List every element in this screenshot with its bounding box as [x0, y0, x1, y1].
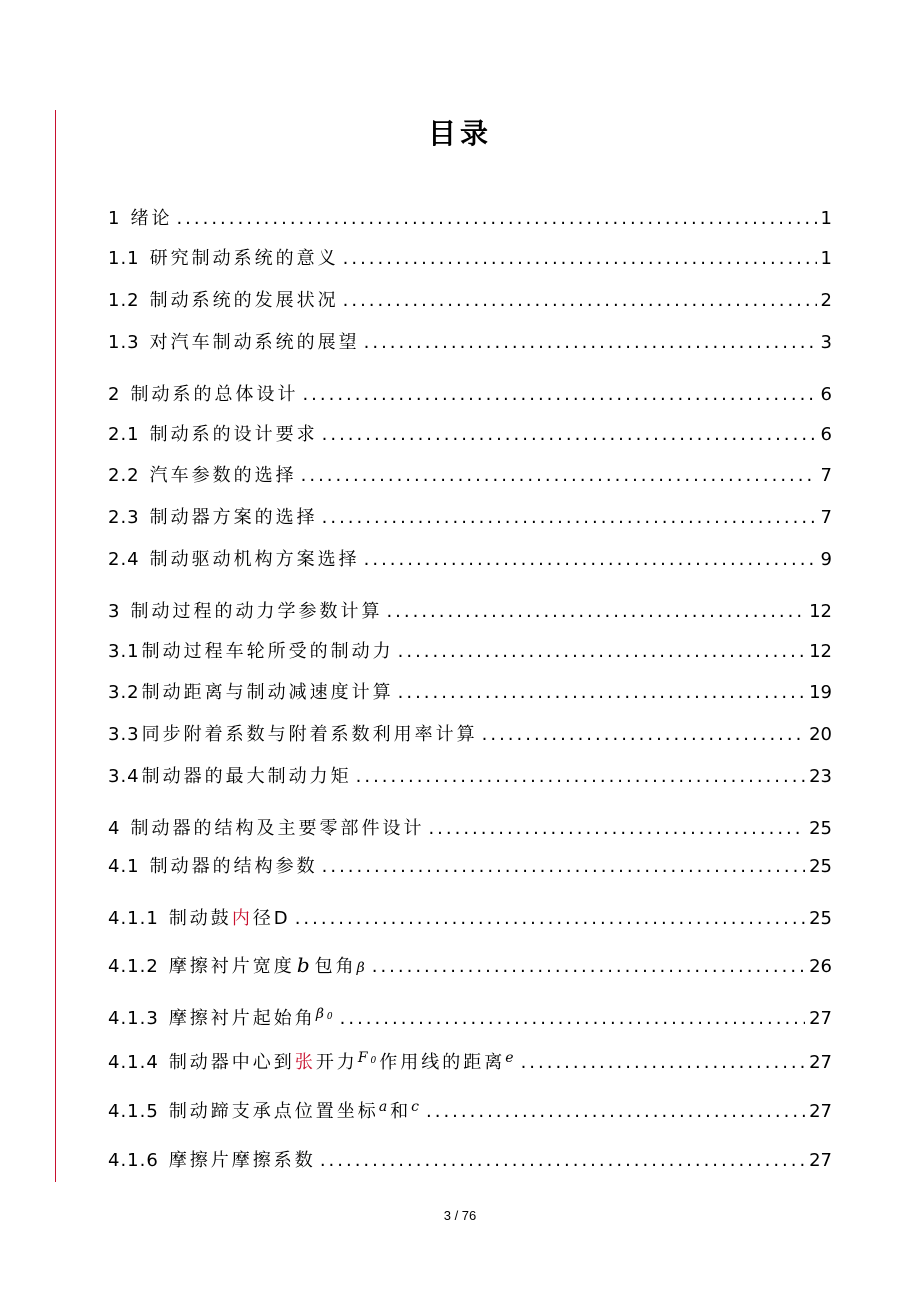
toc-entry[interactable]	[108, 461, 832, 487]
toc-number: 3.2	[108, 682, 140, 703]
toc-leader	[322, 424, 817, 445]
toc-leader	[340, 1008, 805, 1029]
toc-leader	[482, 724, 805, 745]
toc-entry[interactable]	[108, 1097, 832, 1123]
toc-title: 制动系的设计要求	[149, 424, 318, 445]
toc-title: 制动距离与制动减速度计算	[141, 682, 394, 703]
toc-page-number: 25	[809, 856, 832, 877]
toc-number: 1	[108, 208, 121, 229]
toc-page-number: 27	[809, 1008, 832, 1029]
toc-title	[169, 904, 291, 930]
toc-title: 制动系统的发展状况	[149, 290, 339, 311]
toc-number: 2	[108, 384, 121, 405]
toc-title-text: 制动鼓	[168, 908, 232, 929]
toc-title: 制动过程的动力学参数计算	[130, 601, 383, 622]
toc-title-text: 摩擦衬片宽度	[168, 956, 295, 977]
toc-title: 制动器方案的选择	[149, 507, 318, 528]
toc-number: 4.1	[108, 856, 140, 877]
toc-entry[interactable]	[108, 420, 832, 446]
toc-entry[interactable]	[108, 852, 832, 878]
toc-page-number: 7	[820, 465, 832, 486]
toc-page-number: 1	[820, 208, 832, 229]
toc-entry[interactable]	[108, 286, 832, 312]
toc-entry[interactable]	[108, 1048, 832, 1074]
toc-leader	[426, 1101, 805, 1122]
toc-entry[interactable]	[108, 762, 832, 788]
toc-title: 制动器的最大制动力矩	[141, 766, 352, 787]
toc-number: 4.1.4	[108, 1052, 159, 1073]
symbol-beta: β	[356, 960, 368, 976]
toc-entry[interactable]	[108, 952, 832, 978]
toc-page-number: 6	[820, 424, 832, 445]
toc-leader	[398, 641, 805, 662]
symbol-b: b	[296, 953, 313, 977]
toc-page-number: 27	[809, 1052, 832, 1073]
toc-number: 4.1.2	[108, 956, 159, 977]
toc-page-number: 3	[820, 332, 832, 353]
toc-page-number: 25	[809, 818, 832, 839]
toc-leader	[176, 208, 816, 229]
toc-number: 1.1	[108, 248, 140, 269]
toc-page-number: 23	[809, 766, 832, 787]
toc-number: 3.1	[108, 641, 140, 662]
toc-number: 4.1.3	[108, 1008, 159, 1029]
toc-leader	[343, 248, 817, 269]
toc-page-number: 25	[809, 908, 832, 929]
toc-title: 同步附着系数与附着系数利用率计算	[141, 724, 478, 745]
toc-leader	[386, 601, 805, 622]
page-indicator: 3 / 76	[443, 1208, 477, 1223]
toc-title-text: 径D	[252, 908, 291, 929]
toc-page-number: 12	[809, 601, 832, 622]
symbol-a: a	[378, 1099, 391, 1115]
toc-title-text: 摩擦衬片起始角	[168, 1008, 316, 1029]
toc-number: 3	[108, 601, 121, 622]
toc-number: 1.2	[108, 290, 140, 311]
toc-leader	[428, 818, 805, 839]
toc-leader	[356, 766, 805, 787]
toc-title-text: 开力	[315, 1052, 358, 1073]
toc-leader	[398, 682, 805, 703]
toc-page-number: 9	[820, 549, 832, 570]
toc-title: 汽车参数的选择	[149, 465, 297, 486]
toc-title: 研究制动系统的意义	[149, 248, 339, 269]
toc-leader	[521, 1052, 806, 1073]
toc-number: 4.1.5	[108, 1101, 159, 1122]
toc-entry[interactable]	[108, 904, 832, 930]
toc-number: 4	[108, 818, 121, 839]
toc-page-number: 6	[820, 384, 832, 405]
page-title: 目录	[427, 117, 492, 150]
toc-page-number: 7	[820, 507, 832, 528]
toc-entry[interactable]	[108, 1146, 832, 1172]
toc-page-number: 19	[809, 682, 832, 703]
toc-leader	[302, 384, 816, 405]
toc-number: 3.3	[108, 724, 140, 745]
toc-title: 制动器的结构及主要零部件设计	[130, 818, 425, 839]
toc-title-revision-mark: 内	[231, 908, 253, 929]
toc-number: 1.3	[108, 332, 140, 353]
toc-page-number: 26	[809, 956, 832, 977]
toc-title-text: 作用线的距离	[379, 1052, 506, 1073]
toc-title	[169, 1004, 336, 1030]
toc-entry[interactable]	[108, 814, 832, 840]
toc-title: 绪论	[130, 208, 173, 229]
toc-page-number: 27	[809, 1150, 832, 1171]
toc-number: 4.1.1	[108, 908, 159, 929]
toc-entry[interactable]	[108, 244, 832, 270]
toc-page-number: 20	[809, 724, 832, 745]
toc-entry[interactable]	[108, 1004, 832, 1030]
toc-page-number: 2	[820, 290, 832, 311]
toc-title: 制动过程车轮所受的制动力	[141, 641, 394, 662]
toc-entry[interactable]	[108, 328, 832, 354]
toc-title-text: 制动蹄支承点位置坐标	[168, 1101, 379, 1122]
toc-entry[interactable]	[108, 204, 832, 230]
toc-leader	[322, 856, 805, 877]
symbol-f0: F0	[357, 1050, 380, 1066]
margin-line	[55, 110, 56, 1182]
toc-page-number: 12	[809, 641, 832, 662]
toc-title: 制动器的结构参数	[149, 856, 318, 877]
symbol-e: e	[505, 1050, 517, 1066]
toc-leader	[364, 549, 817, 570]
toc-title-revision-mark: 张	[294, 1052, 316, 1073]
toc-number: 2.2	[108, 465, 140, 486]
toc-entry[interactable]	[108, 503, 832, 529]
toc-entry[interactable]	[108, 637, 832, 663]
toc-leader	[372, 956, 805, 977]
toc-leader	[322, 507, 817, 528]
toc-number: 2.1	[108, 424, 140, 445]
toc-entry[interactable]	[108, 678, 832, 704]
toc-title-text: 制动器中心到	[168, 1052, 295, 1073]
toc-title	[169, 952, 368, 978]
toc-title	[169, 1097, 422, 1123]
toc-title: 摩擦片摩擦系数	[168, 1150, 316, 1171]
toc-title: 制动系的总体设计	[130, 384, 299, 405]
toc-entry[interactable]	[108, 545, 832, 571]
toc-page-number: 1	[820, 248, 832, 269]
toc-title	[169, 1048, 517, 1074]
toc-title: 对汽车制动系统的展望	[149, 332, 360, 353]
symbol-c: c	[411, 1099, 423, 1115]
toc-title-text: 和	[390, 1101, 412, 1122]
toc-page-number: 27	[809, 1101, 832, 1122]
toc-entry[interactable]	[108, 380, 832, 406]
toc-leader	[295, 908, 805, 929]
toc-number: 2.4	[108, 549, 140, 570]
toc-title: 制动驱动机构方案选择	[149, 549, 360, 570]
toc-leader	[320, 1150, 805, 1171]
toc-number: 3.4	[108, 766, 140, 787]
toc-leader	[343, 290, 817, 311]
toc-leader	[364, 332, 817, 353]
toc-title-text: 包角	[314, 956, 357, 977]
toc-entry[interactable]	[108, 720, 832, 746]
toc-number: 2.3	[108, 507, 140, 528]
toc-leader	[301, 465, 817, 486]
symbol-beta: β0	[315, 1006, 336, 1022]
toc-entry[interactable]	[108, 597, 832, 623]
toc-number: 4.1.6	[108, 1150, 159, 1171]
